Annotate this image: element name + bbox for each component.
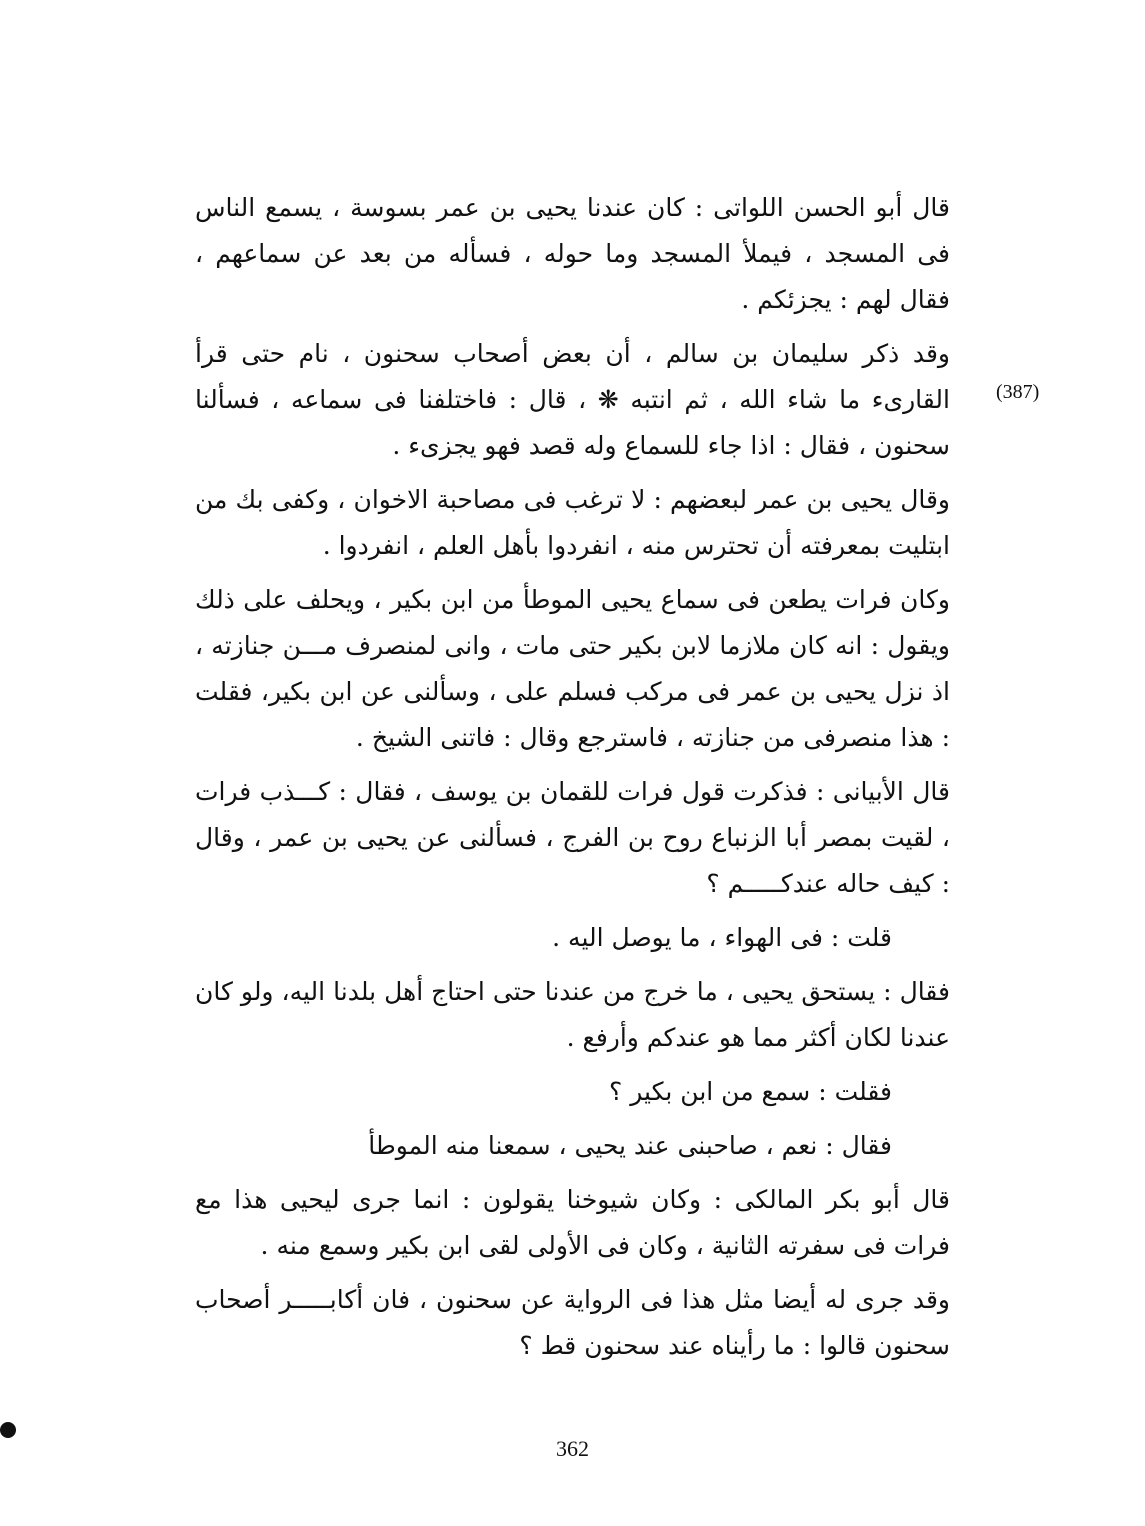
paragraph-7: فقال : يستحق يحيى ، ما خرج من عندنا حتى احتاج أهل بلدنا اليه، ولو كان عندنا لكان أكثر مما هو عندكم وأرفع . xyxy=(195,977,950,1052)
paragraph-11: وقد جرى له أيضا مثل هذا فى الرواية عن سحنون ، فان أكابـــــر أصحاب سحنون قالوا : ما رأيناه عند سحنون قط ؟ xyxy=(195,1285,950,1360)
paragraph-10: قال أبو بكر المالكى : وكان شيوخنا يقولون : انما جرى ليحيى هذا مع فرات فى سفرته الثانية ، وكان فى الأولى لقى ابن بكير وسمع منه . xyxy=(195,1185,950,1260)
binding-hole-mark xyxy=(0,1422,16,1438)
paragraph-1: قال أبو الحسن اللواتى : كان عندنا يحيى بن عمر بسوسة ، يسمع الناس فى المسجد ، فيملأ المسجد وما حوله ، فسأله من بعد عن سماعهم ، فقال لهم : يجزئكم . xyxy=(195,193,950,314)
paragraph-3: وقال يحيى بن عمر لبعضهم : لا ترغب فى مصاحبة الاخوان ، وكفى بك من ابتليت بمعرفته أن تحترس منه ، انفردوا بأهل العلم ، انفردوا . xyxy=(195,485,950,560)
paragraph-8: فقلت : سمع من ابن بكير ؟ xyxy=(609,1077,892,1106)
paragraph-9: فقال : نعم ، صاحبنى عند يحيى ، سمعنا منه الموطأ xyxy=(368,1131,892,1160)
paragraph-5: قال الأبيانى : فذكرت قول فرات للقمان بن يوسف ، فقال : كـــذب فرات ، لقيت بمصر أبا الزنباع روح بن الفرج ، فسألنى عن يحيى بن عمر ، وقال : كيف حاله عندكـــــم ؟ xyxy=(195,777,950,898)
body-text xyxy=(195,185,950,1377)
margin-reference-number: (387) xyxy=(996,381,1040,403)
page-number: 362 xyxy=(556,1436,589,1461)
paragraph-2: وقد ذكر سليمان بن سالم ، أن بعض أصحاب سحنون ، نام حتى قرأ القارىء ما شاء الله ، ثم انتبه ❋ ، قال : فاختلفنا فى سماعه ، فسألنا سحنون ، فقال : اذا جاء للسماع وله قصد فهو يجزىء . xyxy=(195,339,950,460)
paragraph-6: قلت : فى الهواء ، ما يوصل اليه . xyxy=(552,923,892,952)
paragraph-4: وكان فرات يطعن فى سماع يحيى الموطأ من ابن بكير ، ويحلف على ذلك ويقول : انه كان ملازما لابن بكير حتى مات ، وانى لمنصرف مـــن جنازته ، اذ نزل يحيى بن عمر فى مركب فسلم على ، وسألنى عن ابن بكير، فقلت : هذا منصرفى من جنازته ، فاسترجع وقال : فاتنى الشيخ . xyxy=(195,585,950,752)
